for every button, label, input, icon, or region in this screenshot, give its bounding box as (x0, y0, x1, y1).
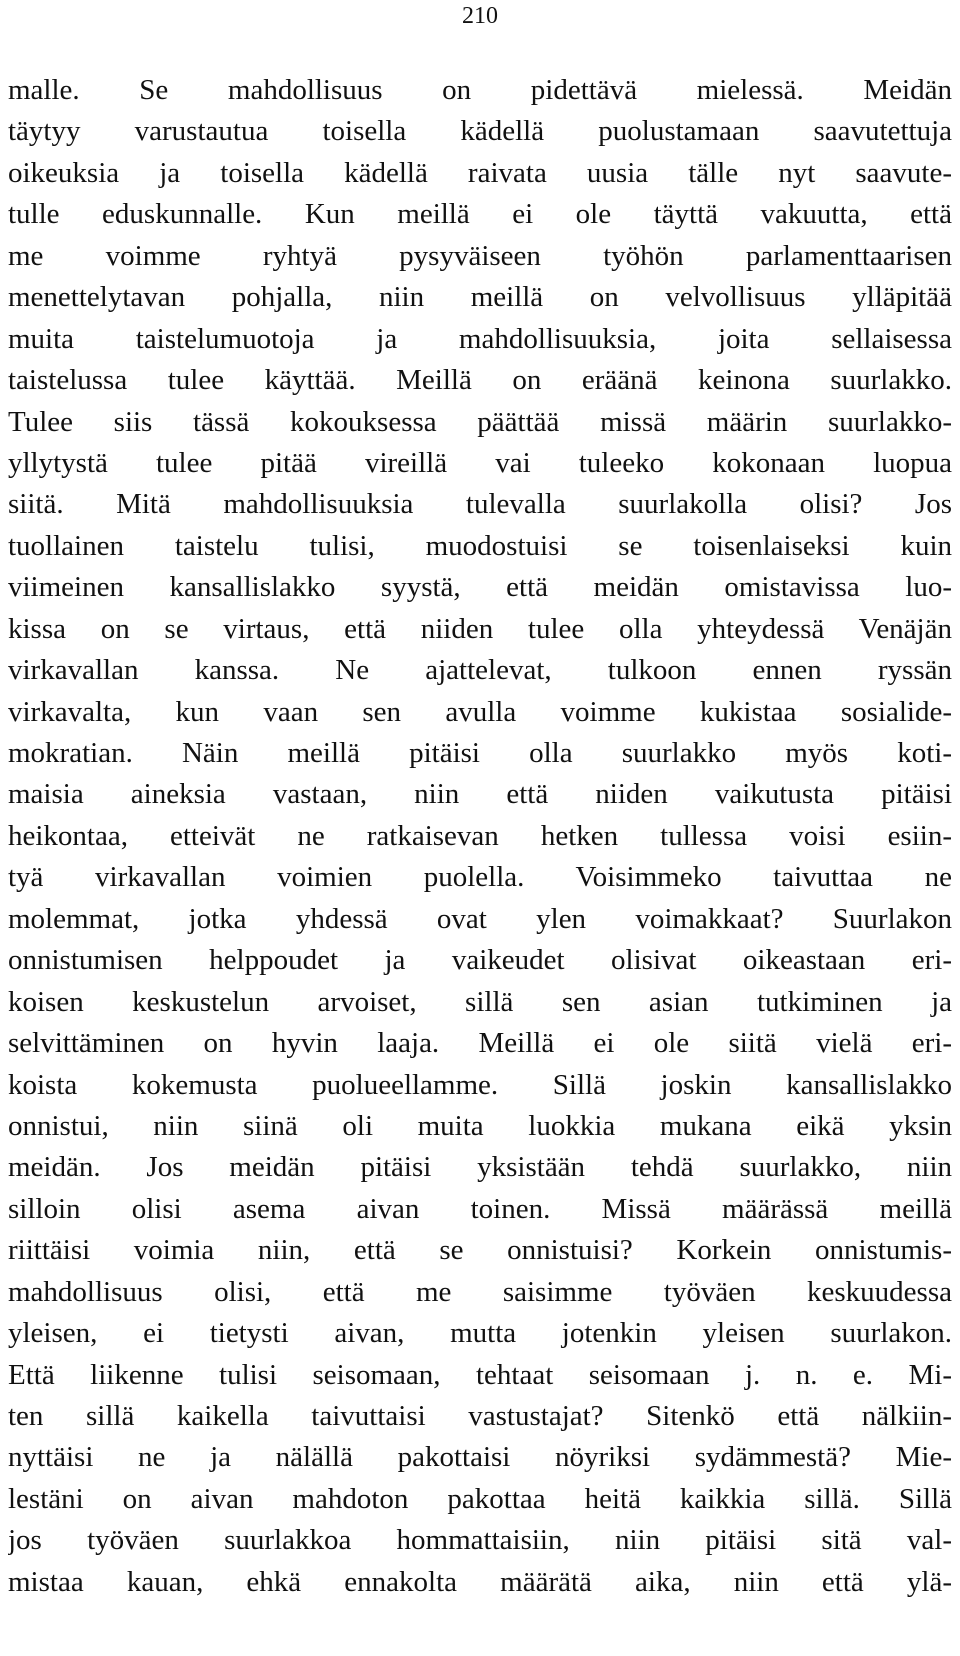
text-line: meidän. Jos meidän pitäisi yksistään tehdä suurlakko, niin (8, 1151, 952, 1184)
text-line: menettelytavan pohjalla, niin meillä on velvollisuus ylläpitää (8, 281, 952, 314)
text-line: yleisen, ei tietysti aivan, mutta jotenkin yleisen suurlakon. (8, 1317, 952, 1350)
text-line: Tulee siis tässä kokouksessa päättää missä määrin suurlakko- (8, 405, 952, 438)
body-text (8, 70, 952, 1603)
text-line: riittäisi voimia niin, että se onnistuisi? Korkein onnistumis- (8, 1234, 952, 1267)
text-line: mokratian. Näin meillä pitäisi olla suurlakko myös koti- (8, 737, 952, 769)
text-line: mistaa kauan, ehkä ennakolta määrätä aika, niin että ylä- (8, 1565, 952, 1598)
text-line: nyttäisi ne ja nälällä pakottaisi nöyriksi sydämmestä? Mie- (8, 1441, 952, 1474)
text-line: Että liikenne tulisi seisomaan, tehtaat seisomaan j. n. e. Mi- (8, 1358, 952, 1391)
text-line: tulle eduskunnalle. Kun meillä ei ole täyttä vakuutta, että (8, 198, 952, 231)
text-line: selvittäminen on hyvin laaja. Meillä ei ole siitä vielä eri- (8, 1027, 952, 1060)
text-line: koista kokemusta puolueellamme. Sillä joskin kansallislakko (8, 1068, 952, 1101)
text-line: kissa on se virtaus, että niiden tulee olla yhteydessä Venäjän (8, 612, 952, 645)
text-line: silloin olisi asema aivan toinen. Missä määrässä meillä (8, 1192, 952, 1225)
text-line: maisia aineksia vastaan, niin että niiden vaikutusta pitäisi (8, 778, 952, 811)
text-line: koisen keskustelun arvoiset, sillä sen asian tutkiminen ja (8, 985, 952, 1018)
text-line: onnistumisen helppoudet ja vaikeudet olisivat oikeastaan eri- (8, 944, 952, 977)
text-line: ten sillä kaikella taivuttaisi vastustajat? Sitenkö että nälkiin- (8, 1400, 952, 1432)
text-line: oikeuksia ja toisella kädellä raivata uusia tälle nyt saavute- (8, 156, 952, 189)
text-line: virkavalta, kun vaan sen avulla voimme kukistaa sosialide- (8, 695, 952, 728)
text-line: siitä. Mitä mahdollisuuksia tulevalla suurlakolla olisi? Jos (8, 488, 952, 521)
text-line: tyä virkavallan voimien puolella. Voisimmeko taivuttaa ne (8, 861, 952, 894)
text-line: molemmat, jotka yhdessä ovat ylen voimakkaat? Suurlakon (8, 902, 952, 935)
text-line: lestäni on aivan mahdoton pakottaa heitä kaikkia sillä. Sillä (8, 1482, 952, 1515)
text-line: taistelussa tulee käyttää. Meillä on eräänä keinona suurlakko. (8, 364, 952, 397)
text-line: me voimme ryhtyä pysyväiseen työhön parlamenttaarisen (8, 239, 952, 272)
text-line: tuollainen taistelu tulisi, muodostuisi se toisenlaiseksi kuin (8, 529, 952, 562)
text-line: mahdollisuus olisi, että me saisimme työväen keskuudessa (8, 1275, 952, 1308)
text-line: muita taistelumuotoja ja mahdollisuuksia, joita sellaisessa (8, 322, 952, 355)
text-line: jos työväen suurlakkoa hommattaisiin, niin pitäisi sitä val- (8, 1524, 952, 1557)
text-line: täytyy varustautua toisella kädellä puolustamaan saavutettuja (8, 115, 952, 148)
text-line: malle. Se mahdollisuus on pidettävä mielessä. Meidän (8, 74, 952, 106)
page-number: 210 (462, 3, 498, 29)
text-line: yllytystä tulee pitää vireillä vai tuleeko kokonaan luopua (8, 446, 952, 479)
text-line: onnistui, niin siinä oli muita luokkia mukana eikä yksin (8, 1109, 952, 1142)
text-line: virkavallan kanssa. Ne ajattelevat, tulkoon ennen ryssän (8, 654, 952, 687)
text-line: heikontaa, etteivät ne ratkaisevan hetken tullessa voisi esiin- (8, 819, 952, 852)
text-line: viimeinen kansallislakko syystä, että meidän omistavissa luo- (8, 571, 952, 604)
